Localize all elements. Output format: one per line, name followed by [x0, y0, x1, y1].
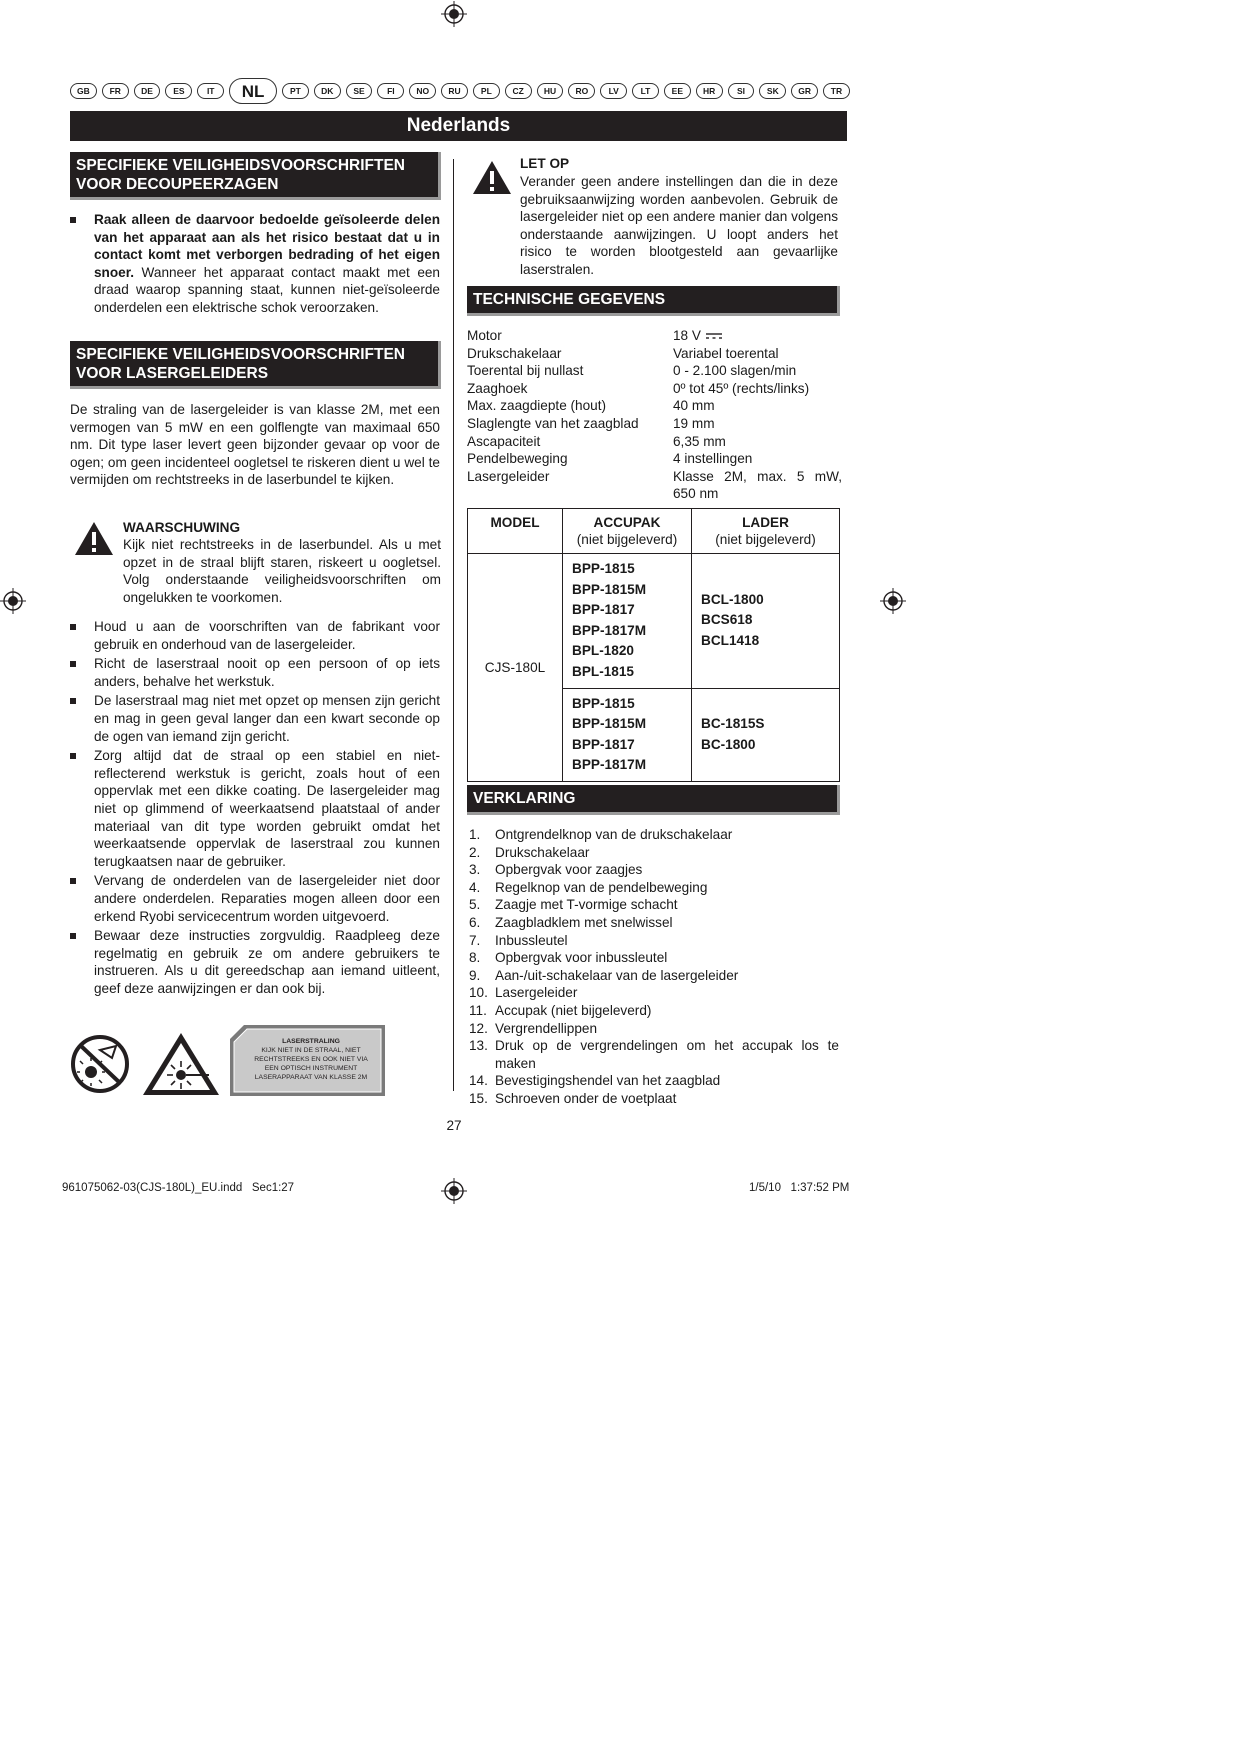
- caution-text: Verander geen andere instellingen dan die in deze gebruiksaanwijzing worden aanbevolen. Gebruik de lasergeleider niet op een andere manier dan volgens onderstaande aanwijzingen. U loopt anders het risico te worden blootgesteld aan gevaarlijke laserstralen.: [520, 174, 838, 277]
- table-cell-item: BCL-1800: [701, 591, 764, 607]
- legend-text: Drukschakelaar: [495, 844, 590, 860]
- accupak-cell: [563, 688, 692, 781]
- section-heading-legend: VERKLARING: [467, 785, 840, 815]
- list-item: [70, 692, 440, 745]
- legend-text: Ontgrendelknop van de drukschakelaar: [495, 827, 733, 842]
- language-sk: SK: [759, 83, 786, 99]
- laser-warning-label: [230, 1025, 385, 1096]
- bullet-text: Bewaar deze instructies zorgvuldig. Raadpleeg deze regelmatig en gebruik ze om andere gebruikers te instrueren. Als u dit gereedschap aan iemand uitleent, geef deze aanwijzingen er dan ook bij.: [94, 928, 440, 996]
- bullet-text: Houd u aan de voorschriften van de fabrikant voor gebruik en onderhoud van de lasergeleider.: [94, 619, 440, 652]
- legend-text: Druk op de vergrendelingen om het accupak los te maken: [495, 1038, 839, 1071]
- table-cell-item: BPP-1815: [572, 695, 635, 711]
- legend-item: [469, 932, 839, 950]
- legend-text: Zaagje met T-vormige schacht: [495, 897, 678, 913]
- legend-item: [469, 914, 839, 932]
- spec-row: [467, 345, 842, 363]
- language-fi: FI: [377, 83, 404, 99]
- language-no: NO: [409, 83, 436, 99]
- legend-item: [469, 949, 839, 967]
- spec-value: 0 - 2.100 slagen/min: [673, 363, 797, 379]
- language-lv: LV: [600, 83, 627, 99]
- legend-number: 5.: [469, 897, 481, 913]
- legend-number: 11.: [469, 1002, 487, 1018]
- legend-item: [469, 879, 839, 897]
- legend-number: 8.: [469, 950, 481, 966]
- spec-label: Ascapaciteit: [467, 433, 541, 449]
- legend-item: [469, 967, 839, 985]
- spec-value: 6,35 mm: [673, 433, 726, 449]
- section-heading-line: SPECIFIEKE VEILIGHEIDSVOORSCHRIFTEN: [76, 346, 405, 363]
- table-row: [468, 554, 840, 689]
- legend-text: Lasergeleider: [495, 985, 578, 1001]
- table-header-sub: (niet bijgeleverd): [715, 532, 816, 547]
- accupak-cell: [563, 554, 692, 689]
- language-ro: RO: [568, 83, 595, 99]
- language-gb: GB: [70, 83, 97, 99]
- legend-number: 9.: [469, 967, 481, 983]
- cell-list: [564, 555, 690, 687]
- language-lt: LT: [632, 83, 659, 99]
- section-heading-line: SPECIFIEKE VEILIGHEIDSVOORSCHRIFTEN: [76, 157, 405, 174]
- language-nl: NL: [229, 78, 277, 104]
- language-ru: RU: [441, 83, 468, 99]
- language-fr: FR: [102, 83, 129, 99]
- language-hr: HR: [696, 83, 723, 99]
- table-cell-item: BC-1800: [701, 736, 756, 752]
- list-item: [70, 872, 440, 925]
- caution-title: LET OP: [520, 156, 570, 171]
- table-header-text: MODEL: [490, 515, 540, 530]
- bullet-text: De laserstraal mag niet met opzet op mensen zijn gericht en mag in geen geval langer dan een kwart seconde op de ogen van iemand zijn gericht.: [94, 693, 440, 744]
- legend-number: 14.: [469, 1073, 488, 1089]
- table-header-text: ACCUPAK: [593, 515, 661, 530]
- label-line: LASERSTRALING: [282, 1038, 340, 1045]
- warning-text: Kijk niet rechtstreeks in de laserbundel. Als u met opzet in de straal blijft staren, riskeert u oogletsel. Volg onderstaande veiligheidsvoorschriften om ongelukken te voorkomen.: [123, 537, 441, 605]
- laser-intro: De straling van de lasergeleider is van klasse 2M, met een vermogen van 5 mW en een golflengte van maximaal 650 nm. Dit type laser levert geen bijzonder gevaar op voor de ogen; om geen incidenteel oogletsel te riskeren dient u wel te vermijden om rechtstreeks in de laserbundel te kijken.: [70, 402, 440, 488]
- dc-symbol-icon: [701, 327, 723, 345]
- spec-row: [467, 327, 842, 345]
- spec-row: [467, 362, 842, 380]
- legend-item: [469, 826, 839, 844]
- table-header-accupak: [563, 509, 692, 554]
- bullet-text: Wanneer het apparaat contact maakt met een draad waarop spanning staat, kunnen niet-geïsoleerde onderdelen een elektrische schok veroorzaken.: [94, 264, 440, 315]
- spec-value: [673, 327, 842, 345]
- language-it: IT: [197, 83, 224, 99]
- registration-mark-icon: [0, 588, 26, 614]
- list-item: [70, 618, 440, 653]
- section-heading-line: VOOR LASERGELEIDERS: [76, 365, 269, 382]
- spec-label: Max. zaagdiepte (hout): [467, 398, 607, 414]
- language-cz: CZ: [505, 83, 532, 99]
- legend-text: Aan-/uit-schakelaar van de lasergeleider: [495, 967, 739, 983]
- label-line: EEN OPTISCH INSTRUMENT: [264, 1065, 358, 1072]
- jigsaw-safety-list: [70, 211, 440, 319]
- spec-label: Slaglengte van het zaagblad: [467, 415, 639, 431]
- legend-number: 15.: [469, 1090, 488, 1106]
- bullet-text: Richt de laserstraal nooit op een persoon of op iets anders, behalve het werkstuk.: [94, 656, 440, 689]
- language-ee: EE: [664, 83, 691, 99]
- legend-item: [469, 1072, 839, 1090]
- bullet-text: Vervang de onderdelen van de lasergeleider niet door andere onderdelen. Reparaties mogen alleen door een erkend Ryobi servicecentrum worden uitgevoerd.: [94, 873, 440, 924]
- legend-number: 10.: [469, 985, 488, 1001]
- section-heading-laser-safety: [70, 341, 441, 389]
- table-header-lader: [692, 509, 840, 554]
- language-hu: HU: [537, 83, 564, 99]
- table-header-text: LADER: [742, 515, 789, 530]
- page-number: 27: [446, 1118, 462, 1133]
- language-se: SE: [346, 83, 373, 99]
- table-cell-item: BPP-1815M: [572, 716, 647, 732]
- legend-number: 7.: [469, 932, 481, 948]
- language-bar: [70, 78, 850, 104]
- spec-row: [467, 433, 842, 451]
- language-dk: DK: [314, 83, 341, 99]
- legend-item: [469, 844, 839, 862]
- laser-hazard-icon: [141, 1031, 221, 1097]
- legend-item: [469, 1020, 839, 1038]
- warning-title: WAARSCHUWING: [123, 520, 241, 535]
- spec-label: Lasergeleider: [467, 468, 550, 484]
- spec-value: 40 mm: [673, 398, 715, 414]
- legend-item: [469, 1002, 839, 1020]
- spec-label: Toerental bij nullast: [467, 363, 584, 379]
- table-cell-item: BPP-1817M: [572, 622, 647, 638]
- label-line: KIJK NIET IN DE STRAAL, NIET: [261, 1047, 361, 1054]
- legend-text: Regelknop van de pendelbeweging: [495, 879, 708, 895]
- spec-label: Zaaghoek: [467, 380, 528, 396]
- language-tr: TR: [823, 83, 850, 99]
- legend-item: [469, 861, 839, 879]
- cell-list: [693, 710, 838, 759]
- legend-text: Opbergvak voor zaagjes: [495, 862, 643, 878]
- table-cell-item: BPP-1817: [572, 602, 635, 618]
- warning-triangle-icon: [74, 521, 114, 556]
- section-heading-line: VOOR DECOUPEERZAGEN: [76, 176, 279, 193]
- legend-text: Accupak (niet bijgeleverd): [495, 1002, 652, 1018]
- table-cell-item: BPP-1815: [572, 561, 635, 576]
- footer-file-info: 961075062-03(CJS-180L)_EU.indd Sec1:27: [62, 1182, 295, 1194]
- no-laser-pointing-icon: [70, 1034, 130, 1094]
- page-title: Nederlands: [70, 111, 847, 141]
- model-cell: CJS-180L: [468, 554, 563, 782]
- legend-text: Vergrendellippen: [495, 1020, 598, 1036]
- registration-mark-icon: [441, 1, 467, 27]
- caution-triangle-icon: [472, 160, 512, 195]
- spec-list: [467, 327, 842, 503]
- spec-row: [467, 468, 842, 503]
- registration-mark-icon: [880, 588, 906, 614]
- legend-item: [469, 1037, 839, 1072]
- table-cell-item: BPP-1817: [572, 736, 635, 752]
- language-pt: PT: [282, 83, 309, 99]
- footer-timestamp: 1/5/10 1:37:52 PM: [749, 1182, 850, 1194]
- legend-number: 4.: [469, 879, 481, 895]
- spec-value-text: 18 V: [673, 328, 701, 343]
- legend-number: 13.: [469, 1038, 488, 1054]
- language-gr: GR: [791, 83, 818, 99]
- model-table: [467, 508, 840, 782]
- lader-cell: [692, 554, 840, 689]
- table-cell-item: BPL-1815: [572, 663, 634, 679]
- language-pl: PL: [473, 83, 500, 99]
- list-item: [70, 747, 440, 870]
- legend-text: Bevestigingshendel van het zaagblad: [495, 1073, 721, 1089]
- section-heading-tech: TECHNISCHE GEGEVENS: [467, 286, 840, 316]
- table-header-sub: (niet bijgeleverd): [576, 532, 678, 547]
- laser-safety-list: [70, 618, 440, 999]
- spec-label: Drukschakelaar: [467, 345, 562, 361]
- label-line: RECHTSTREEKS EN OOK NIET VIA: [254, 1056, 368, 1063]
- list-item: [70, 211, 440, 317]
- legend-text: Opbergvak voor inbussleutel: [495, 950, 668, 966]
- legend-text: Zaagbladklem met snelwissel: [495, 914, 673, 930]
- spec-value: 0º tot 45º (rechts/links): [673, 380, 810, 396]
- spec-value: Klasse 2M, max. 5 mW, 650 nm: [673, 468, 842, 502]
- legend-list: [469, 826, 839, 1108]
- spec-value: 4 instellingen: [673, 451, 753, 467]
- spec-label: Pendelbeweging: [467, 451, 568, 467]
- legend-number: 1.: [469, 827, 481, 842]
- language-si: SI: [728, 83, 755, 99]
- language-de: DE: [134, 83, 161, 99]
- legend-number: 2.: [469, 844, 481, 860]
- bullet-bold-text: Raak alleen de daarvoor bedoelde geïsoleerde delen van het apparaat aan als het risico bestaat dat u in contact komt met verborgen bedrading of het eigen snoer.: [94, 212, 440, 280]
- table-cell-item: BPP-1817M: [572, 757, 647, 773]
- spec-value: Variabel toerental: [673, 345, 779, 361]
- bullet-text: Zorg altijd dat de straal op een stabiel en niet-reflecterend werkstuk is gericht, zoals hout of een oppervlak met een dikke coating. De lasergeleider mag niet op glimmend of weerkaatsend plaatstaal of ander materiaal van dit type worden gebruikt omdat het weerkaatsende oppervlak de laserstraal zou kunnen terugkaatsen naar de gebruiker.: [94, 748, 440, 869]
- table-header-model: [468, 509, 563, 554]
- table-cell-item: BCL1418: [701, 633, 760, 649]
- spec-row: [467, 415, 842, 433]
- table-cell-item: BCS618: [701, 612, 753, 628]
- column-divider: [453, 159, 454, 1091]
- legend-number: 12.: [469, 1020, 488, 1036]
- table-cell-item: BPL-1820: [572, 643, 634, 659]
- spec-row: [467, 397, 842, 415]
- legend-item: [469, 1090, 839, 1108]
- legend-number: 6.: [469, 914, 481, 930]
- language-es: ES: [165, 83, 192, 99]
- spec-label: Motor: [467, 328, 502, 343]
- lader-cell: [692, 688, 840, 781]
- list-item: [70, 927, 440, 997]
- legend-text: Schroeven onder de voetplaat: [495, 1090, 677, 1106]
- spec-value: 19 mm: [673, 415, 715, 431]
- table-cell-item: BC-1815S: [701, 716, 765, 732]
- table-cell-item: BPP-1815M: [572, 581, 647, 597]
- label-line: LASERAPPARAAT VAN KLASSE 2M: [254, 1074, 368, 1081]
- spec-row: [467, 450, 842, 468]
- cell-list: [564, 690, 690, 780]
- legend-number: 3.: [469, 862, 481, 878]
- section-heading-jigsaw-safety: [70, 152, 441, 200]
- legend-item: [469, 896, 839, 914]
- spec-row: [467, 380, 842, 398]
- cell-list: [693, 586, 838, 656]
- legend-item: [469, 984, 839, 1002]
- registration-mark-icon: [441, 1178, 467, 1204]
- legend-text: Inbussleutel: [495, 932, 568, 948]
- list-item: [70, 655, 440, 690]
- table-header-row: [468, 509, 840, 554]
